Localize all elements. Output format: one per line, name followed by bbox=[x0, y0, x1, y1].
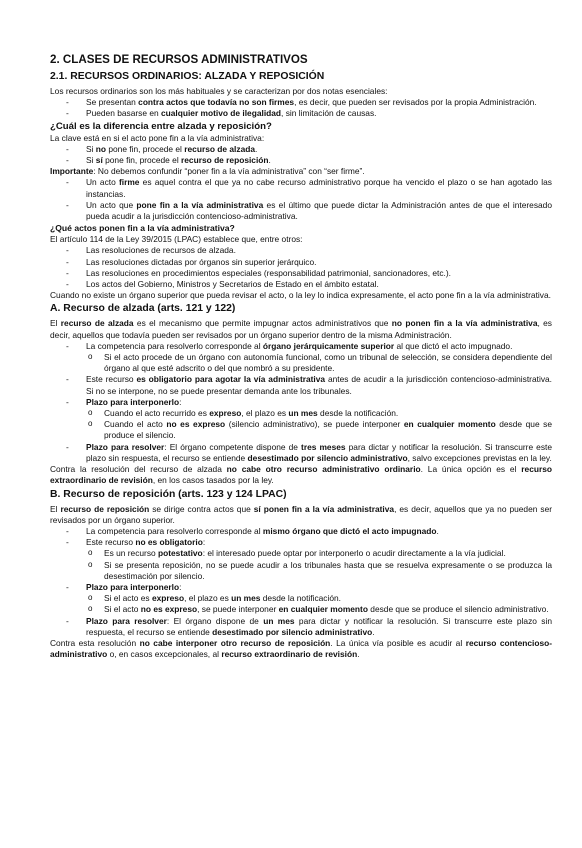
sub-list-item: o Si se presenta reposición, no se puede acudir a los tribunales hasta que se resuelva expresamente o se produzca la desestimación por silencio. bbox=[50, 560, 552, 582]
intro-item: - Se presentan contra actos que todavía no son firmes, es decir, que pueden ser revisados por la propia Administración. bbox=[50, 97, 552, 108]
section-b-list bbox=[50, 526, 552, 638]
body-paragraph: Contra esta resolución no cabe interponer otro recurso de reposición. La única vía posible es acudir al recurso contencioso-administrativo o, en casos excepcionales, al recurso extraordinario de revisión. bbox=[50, 637, 553, 660]
list-item: - Este recurso es obligatorio para agotar la vía administrativa antes de acudir a la jurisdicción contencioso-administrativa. Si no se interpone, no se puede presentar demanda ante los tribunales. bbox=[50, 374, 552, 396]
body-paragraph: Cuando no existe un órgano superior que pueda revisar el acto, o la ley lo indica expresamente, el acto pone fin a la vía administrativa. bbox=[50, 290, 551, 301]
question-item: - Si no pone fin, procede el recurso de alzada. bbox=[50, 144, 552, 155]
question-heading: ¿Cuál es la diferencia entre alzada y reposición? bbox=[50, 120, 272, 132]
sub-list-item: o Es un recurso potestativo: el interesado puede optar por interponerlo o acudir directamente a la vía judicial. bbox=[50, 548, 552, 559]
question-paragraph: El artículo 114 de la Ley 39/2015 (LPAC) establece que, entre otros: bbox=[50, 234, 303, 245]
question-heading: ¿Qué actos ponen fin a la vía administrativa? bbox=[50, 223, 235, 234]
intro-paragraph: Los recursos ordinarios son los más habituales y se caracterizan por dos notas esenciales: bbox=[50, 86, 388, 96]
intro-list bbox=[50, 97, 552, 119]
sub-list-item: o Si el acto es expreso, el plazo es un mes desde la notificación. bbox=[50, 593, 552, 604]
list-item: - Este recurso no es obligatorio: bbox=[50, 537, 552, 548]
list-item: - La competencia para resolverlo corresponde al órgano jerárquicamente superior al que dictó el acto impugnado. bbox=[50, 341, 552, 352]
list-item: - Plazo para resolver: El órgano competente dispone de tres meses para dictar y notificar la resolución. Si transcurre este plazo sin respuesta, el recurso se entiende desestimado por silencio administrativo, salvo excepciones previstas en la ley. bbox=[50, 442, 552, 464]
section-b-heading: B. Recurso de reposición (arts. 123 y 124 LPAC) bbox=[50, 488, 287, 500]
intro-item: - Pueden basarse en cualquier motivo de ilegalidad, sin limitación de causas. bbox=[50, 108, 552, 119]
important-list bbox=[50, 177, 552, 222]
sub-list-item: o Si el acto no es expreso, se puede interponer en cualquier momento desde que se produce el silencio administrativo. bbox=[50, 604, 552, 615]
important-note: Importante: No debemos confundir “poner fin a la vía administrativa” con “ser firme”. bbox=[50, 166, 365, 177]
section-a-list bbox=[50, 341, 552, 464]
list-item: - Plazo para resolver: El órgano dispone de un mes para dictar y notificar la resolución. Si transcurre este plazo sin respuesta, el recurso se entiende desestimado por silencio administrativo. bbox=[50, 616, 552, 638]
important-item: - Un acto firme es aquel contra el que ya no cabe recurso administrativo porque ha vencido el plazo o se han agotado las instancias. bbox=[50, 177, 552, 199]
question-list bbox=[50, 245, 552, 290]
section-a-heading: A. Recurso de alzada (arts. 121 y 122) bbox=[50, 303, 236, 315]
section-title: 2. CLASES DE RECURSOS ADMINISTRATIVOS bbox=[50, 53, 308, 66]
list-item: - Plazo para interponerlo: bbox=[50, 397, 552, 408]
question-item: - Las resoluciones de recursos de alzada. bbox=[50, 245, 552, 256]
list-item: - Plazo para interponerlo: bbox=[50, 582, 552, 593]
sub-list-item: o Si el acto procede de un órgano con autonomía funcional, como un tribunal de selección, se considera dependiente del órgano al que esté adscrito o del que nombró a su presidente. bbox=[50, 352, 552, 374]
sub-list-item: o Cuando el acto no es expreso (silencio administrativo), se puede interponer en cualquier momento desde que se produce el silencio. bbox=[50, 419, 552, 441]
body-paragraph: Contra la resolución del recurso de alzada no cabe otro recurso administrativo ordinario. La única opción es el recurso extraordinario de revisión, en los casos tasados por la ley. bbox=[50, 464, 553, 486]
body-paragraph: El recurso de alzada es el mecanismo que permite impugnar actos administrativos que no ponen fin a la vía administrativa, es decir, aquellos que todavía pueden ser revisados por un órgano superior dentro de la misma Administración. bbox=[50, 318, 552, 340]
list-item: - La competencia para resolverlo corresponde al mismo órgano que dictó el acto impugnado. bbox=[50, 526, 552, 537]
question-item: - Las resoluciones en procedimientos especiales (responsabilidad patrimonial, sancionadores, etc.). bbox=[50, 268, 552, 279]
important-item: - Un acto que pone fin a la vía administrativa es el último que puede dictar la Administración antes de que el interesado pueda acudir a la jurisdicción contencioso-administrativa. bbox=[50, 200, 552, 222]
question-item: - Si sí pone fin, procede el recurso de reposición. bbox=[50, 155, 552, 166]
body-paragraph: El recurso de reposición se dirige contra actos que sí ponen fin a la vía administrativa, es decir, aquellos que ya no pueden ser revisados por un órgano superior. bbox=[50, 503, 553, 525]
question-item: - Los actos del Gobierno, Ministros y Secretarios de Estado en el ámbito estatal. bbox=[50, 279, 552, 290]
sub-list-item: o Cuando el acto recurrido es expreso, el plazo es un mes desde la notificación. bbox=[50, 408, 552, 419]
question-paragraph: La clave está en si el acto pone fin a la vía administrativa: bbox=[50, 132, 265, 143]
question-list bbox=[50, 144, 552, 166]
question-item: - Las resoluciones dictadas por órganos sin superior jerárquico. bbox=[50, 257, 552, 268]
subsection-title: 2.1. RECURSOS ORDINARIOS: ALZADA Y REPOSICIÓN bbox=[50, 71, 325, 82]
